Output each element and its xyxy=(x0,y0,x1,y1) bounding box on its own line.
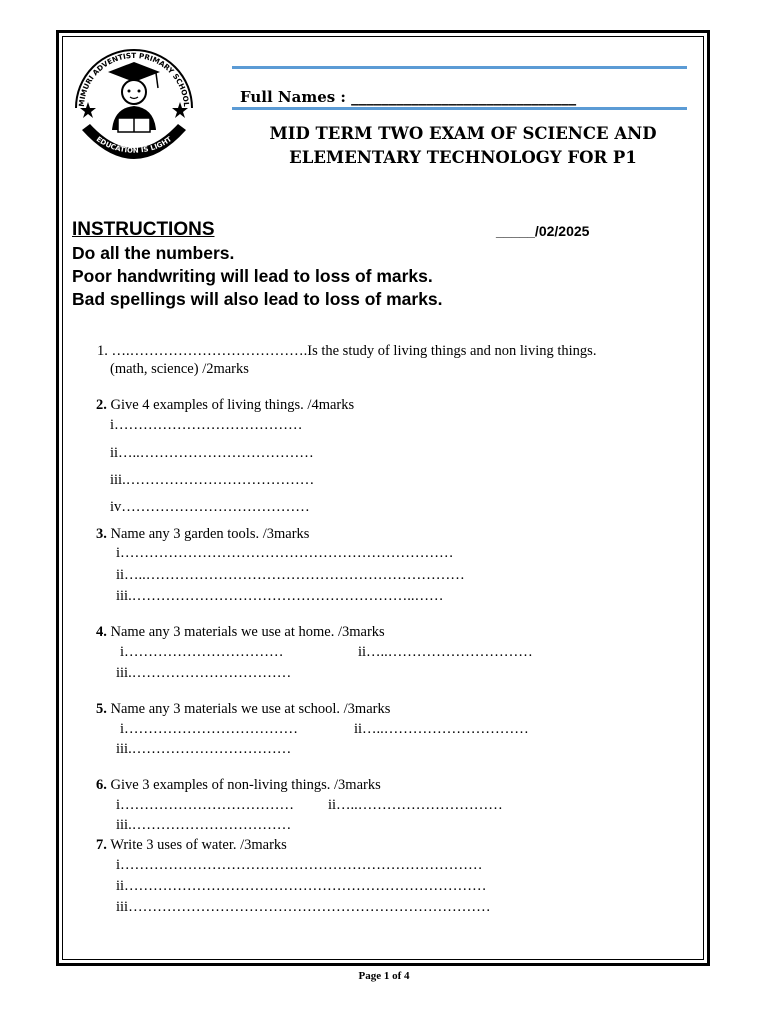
question-7-answer-2[interactable]: ii………………………………………………………………… xyxy=(116,878,487,894)
question-7-answer-1[interactable]: i………………………………………………………………… xyxy=(116,857,483,873)
exam-title-line-1: MID TERM TWO EXAM OF SCIENCE AND xyxy=(269,124,657,143)
question-4-number: 4. xyxy=(96,624,107,640)
question-5-text: Name any 3 materials we use at school. /3marks xyxy=(106,701,391,717)
question-5-answer-1[interactable]: i……………………………… xyxy=(120,721,299,737)
question-3-number: 3. xyxy=(96,526,107,542)
exam-title-line-2: ELEMENTARY TECHNOLOGY FOR P1 xyxy=(289,148,637,167)
question-6-answer-2[interactable]: ii…..………………………… xyxy=(328,797,503,813)
question-2-answer-1[interactable]: i………………………………… xyxy=(110,417,303,433)
question-5-answer-2[interactable]: ii…..………………………… xyxy=(354,721,529,737)
question-6-answer-1[interactable]: i……………………………… xyxy=(116,797,295,813)
svg-text:MIMURI ADVENTIST PRIMARY SCHOO: MIMURI ADVENTIST PRIMARY SCHOOL xyxy=(76,50,192,108)
instruction-line-3: Bad spellings will also lead to loss of marks. xyxy=(72,289,443,309)
header-rule-top xyxy=(232,66,687,69)
question-5-answer-3[interactable]: iii.…………………………… xyxy=(116,741,292,757)
page-number: Page 1 of 4 xyxy=(358,970,410,982)
question-2-answer-2[interactable]: ii…..……………………………… xyxy=(110,445,314,461)
question-2-number: 2. xyxy=(96,397,107,413)
question-7-text: Write 3 uses of water. /3marks xyxy=(106,837,287,853)
question-6-answer-3[interactable]: iii.…………………………… xyxy=(116,817,292,833)
question-2 xyxy=(96,397,354,414)
question-4 xyxy=(96,624,385,641)
question-5-number: 5. xyxy=(96,701,107,717)
question-6 xyxy=(96,777,381,794)
question-7-number: 7. xyxy=(96,837,107,853)
question-2-answer-4[interactable]: iv………………………………… xyxy=(110,499,310,515)
instructions-heading: INSTRUCTIONS xyxy=(72,219,215,240)
instruction-line-1: Do all the numbers. xyxy=(72,243,235,263)
question-5 xyxy=(96,701,390,718)
exam-title xyxy=(218,122,708,170)
question-3-answer-2[interactable]: ii…..………………………………………………………… xyxy=(116,567,465,583)
question-4-answer-2[interactable]: ii…..………………………… xyxy=(358,644,533,660)
svg-text:EDUCATION IS LIGHT: EDUCATION IS LIGHT xyxy=(94,135,174,155)
question-2-answer-3[interactable]: iii.………………………………… xyxy=(110,472,315,488)
header-rule-bottom xyxy=(232,107,687,110)
question-3-answer-3[interactable]: iii.…………………………………………………..…… xyxy=(116,588,444,604)
question-7 xyxy=(96,837,287,854)
instruction-line-2: Poor handwriting will lead to loss of marks. xyxy=(72,266,433,286)
question-2-text: Give 4 examples of living things. /4marks xyxy=(106,397,355,413)
full-names-field[interactable]: Full Names : ______________________________ xyxy=(240,88,577,106)
question-6-number: 6. xyxy=(96,777,107,793)
question-3 xyxy=(96,526,309,543)
question-1-options: (math, science) /2marks xyxy=(110,361,249,377)
question-3-text: Name any 3 garden tools. /3marks xyxy=(106,526,310,542)
question-4-answer-1[interactable]: i…………………………… xyxy=(120,644,284,660)
question-3-answer-1[interactable]: i…………………………………………………………… xyxy=(116,545,454,561)
exam-date: _____/02/2025 xyxy=(496,223,590,239)
question-6-text: Give 3 examples of non-living things. /3marks xyxy=(106,777,381,793)
question-4-text: Name any 3 materials we use at home. /3marks xyxy=(106,624,385,640)
school-logo xyxy=(68,38,200,178)
question-7-answer-3[interactable]: iii………………………………………………………………… xyxy=(116,899,491,915)
question-1-text: 1. ….……………………………….Is the study of living things and non living things. xyxy=(97,343,597,359)
question-4-answer-3[interactable]: iii.…………………………… xyxy=(116,665,292,681)
